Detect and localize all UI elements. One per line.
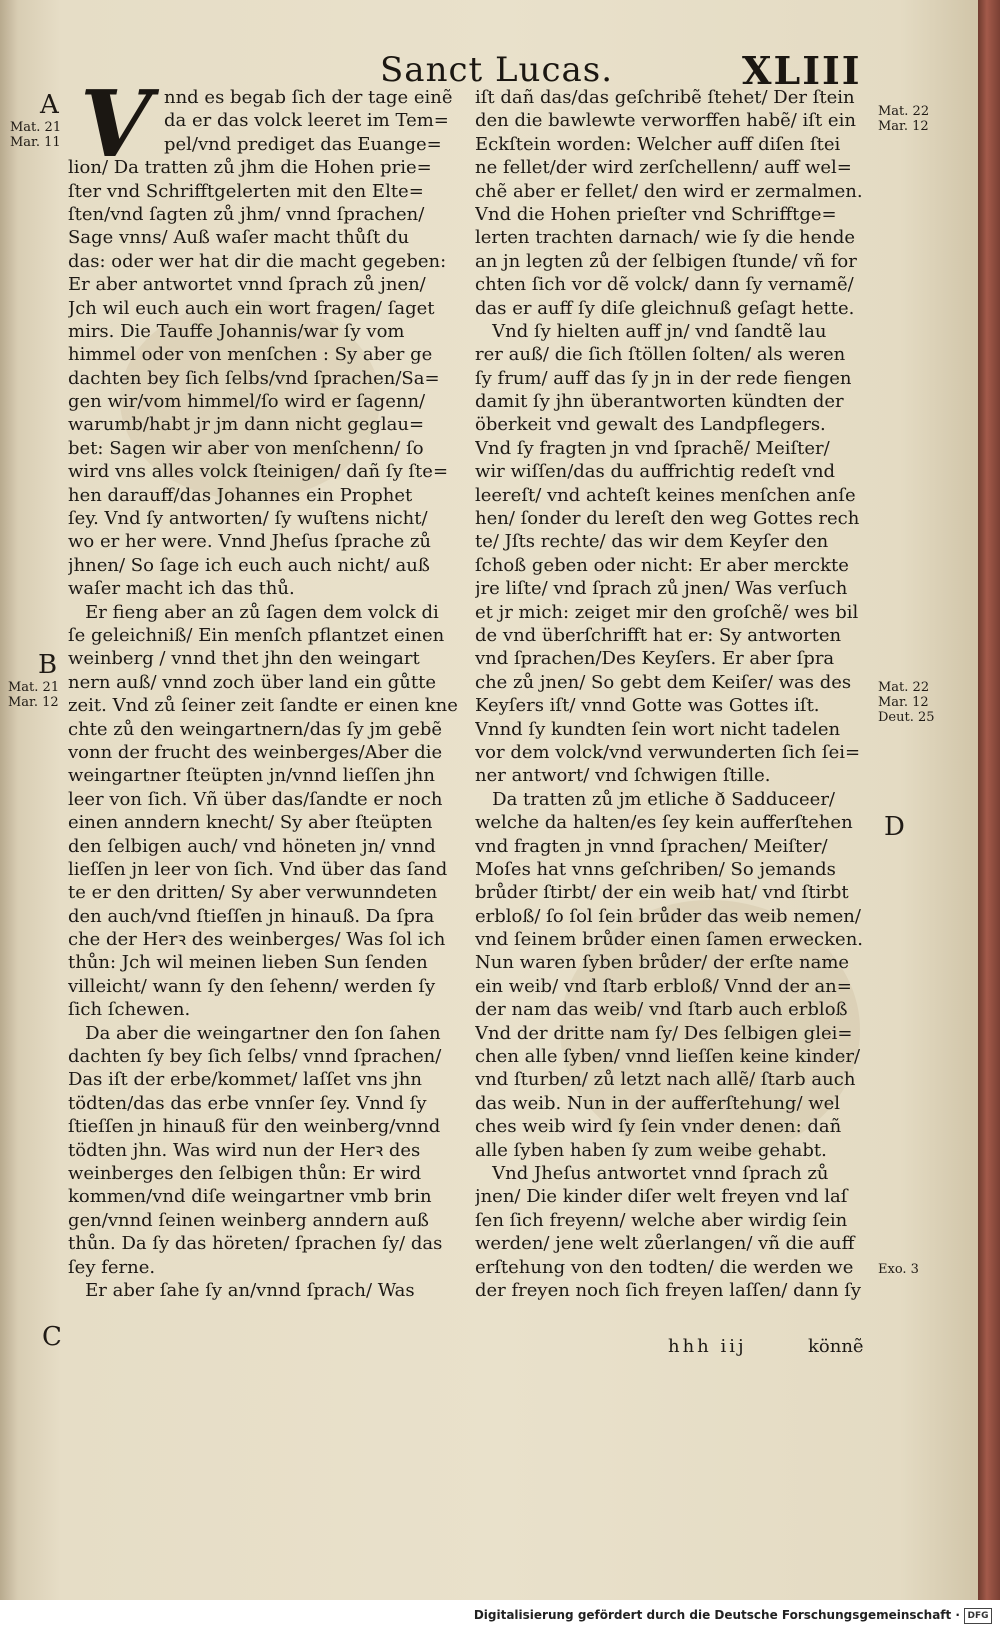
text-line: lerten trachten darnach/ wie ſy die hende [475, 227, 856, 249]
text-line: vnd ſeinem brůder einen ſamen erwecken. [475, 929, 864, 951]
text-line: vnd fragten jn vnnd ſprachen/ Meiſter/ [475, 835, 828, 857]
text-line: den ſelbigen auch/ vnd höneten jn/ vnnd [68, 835, 436, 857]
margin-reference-b: Mat. 21 Mar. 12 [8, 680, 60, 710]
text-line: mirs. Die Tauffe Johannis/war ſy vom [68, 320, 405, 342]
text-line: weinberges den ſelbigen thůn: Er wird [68, 1162, 422, 1184]
text-line: pel/vnd prediget das Euange= [164, 133, 442, 155]
text-line: dachten ſy bey ſich ſelbs/ vnnd ſprachen/ [68, 1046, 442, 1068]
text-line: ſy frum/ auff das ſy jn in der rede fiengen [475, 367, 852, 389]
text-line: erbloß/ ſo ſol ſein brůder das weib nemen/ [475, 905, 861, 927]
text-line: dachten bey ſich ſelbs/vnd ſprachen/Sa= [68, 367, 440, 389]
text-line: alle ſyben haben ſy zum weibe gehabt. [475, 1139, 827, 1161]
text-line: Vnd ſy hielten auff jn/ vnd ſandtẽ lau [475, 320, 827, 342]
margin-section-letter-a: A [40, 90, 59, 120]
text-line: vnd ſturben/ zů letzt nach allẽ/ ſtarb auch [475, 1069, 856, 1091]
text-line: che zů jnen/ So gebt dem Keiſer/ was des [475, 671, 852, 693]
text-line: werden/ jene welt zůerlangen/ vñ die auff [475, 1233, 855, 1255]
text-line: te er den dritten/ Sy aber verwunndeten [68, 882, 438, 904]
text-line: te/ Jſts rechte/ das wir dem Keyſer den [475, 531, 829, 553]
funding-credit: Digitalisierung gefördert durch die Deutsche Forschungsgemeinschaft · [473, 1608, 960, 1622]
text-line: ches weib wird ſy ſein vnder denen: dañ [475, 1116, 842, 1138]
text-line: öberkeit vnd gewalt des Landpflegers. [475, 414, 826, 436]
text-line: ein weib/ vnd ſtarb erbloß/ Vnnd der an= [475, 975, 852, 997]
margin-section-letter-b: B [38, 650, 58, 680]
text-line: leereſt/ vnd achteſt keines menſchen anſe [475, 484, 856, 506]
right-text-column [475, 86, 870, 1302]
text-line: hen darauff/das Johannes ein Prophet [68, 484, 413, 506]
text-line: Er aber antwortet vnnd ſprach zů jnen/ [68, 274, 426, 296]
running-head: Sanct Lucas. [380, 50, 614, 90]
text-line: kommen/vnd diſe weingartner vmb brin [68, 1186, 432, 1208]
text-line: chten ſich vor dẽ volck/ dann ſy vernamẽ/ [475, 274, 854, 296]
text-line: Er aber ſahe ſy an/vnnd ſprach/ Was [68, 1279, 415, 1301]
text-line: ſtieſſen jn hinauß für den weinberg/vnnd [68, 1116, 441, 1138]
text-line: nern auß/ vnnd zoch über land ein gůtte [68, 671, 436, 693]
margin-section-letter-d: D [884, 812, 905, 842]
text-line: thůn: Jch wil meinen lieben Sun ſenden [68, 952, 428, 974]
text-line: Vnd Jheſus antwortet vnnd ſprach zů [475, 1162, 829, 1184]
text-line: das er auff ſy diſe gleichnuß geſagt hette. [475, 297, 855, 319]
text-line: jre liſte/ vnd ſprach zů jnen/ Was verſuch [475, 578, 848, 600]
text-line: vor dem volck/vnd verwunderten ſich ſei= [475, 741, 861, 763]
binding-edge [978, 0, 1000, 1600]
margin-reference-right-2: Mat. 22 Mar. 12 Deut. 25 [878, 680, 935, 725]
text-line: das weib. Nun in der aufferſtehung/ wel [475, 1092, 841, 1114]
text-line: Moſes hat vnns geſchriben/ So jemands [475, 858, 836, 880]
catchword: könnẽ [808, 1336, 864, 1357]
text-line: bet: Sagen wir aber von menſchenn/ ſo [68, 437, 424, 459]
text-line: ne fellet/der wird zerſchellenn/ auff wel= [475, 157, 852, 179]
digitization-footer [0, 1600, 1000, 1636]
text-line: ſchoß geben oder nicht: Er aber merckte [475, 554, 849, 576]
margin-reference-a: Mat. 21 Mar. 11 [10, 120, 62, 150]
text-line: Jch wil euch auch ein wort fragen/ ſaget [68, 297, 435, 319]
text-line: ſich ſchewen. [68, 999, 191, 1021]
text-line: der nam das weib/ vnd ſtarb auch erbloß [475, 999, 848, 1021]
text-line: ſen ſich freyenn/ welche aber wirdig ſein [475, 1209, 848, 1231]
text-line: den die bawlewte verworffen habẽ/ iſt ein [475, 110, 856, 132]
text-line: den auch/vnd ſtieſſen jn hinauß. Da ſpra [68, 905, 435, 927]
text-line: lieſſen jn leer von ſich. Vnd über das ſand [68, 858, 448, 880]
text-line: nnd es begab ſich der tage einẽ [164, 87, 453, 108]
margin-section-letter-c: C [42, 1322, 62, 1352]
text-line: an jn legten zů der ſelbigen ſtunde/ vñ for [475, 250, 857, 272]
text-line: ſey ferne. [68, 1256, 156, 1278]
text-line: Vnnd ſy kundten ſein wort nicht tadelen [475, 718, 841, 740]
text-line: iſt dañ das/das geſchribẽ ſtehet/ Der ſtein [475, 87, 855, 108]
text-line: Das iſt der erbe/kommet/ laſſet vns jhn [68, 1069, 422, 1091]
text-line: Da tratten zů jm etliche ð Sadduceer/ [475, 788, 835, 810]
text-line: himmel oder von menſchen : Sy aber ge [68, 344, 433, 366]
text-line: chen alle ſyben/ vnnd lieſſen keine kinder/ [475, 1046, 861, 1068]
text-line: chẽ aber er fellet/ den wird er zermalmen. [475, 180, 863, 202]
margin-reference-right-1: Mat. 22 Mar. 12 [878, 104, 930, 134]
text-line: weingartner ſteüpten jn/vnnd lieſſen jhn [68, 765, 435, 787]
decorated-initial: V [80, 70, 152, 178]
text-line: ner antwort/ vnd ſchwigen ſtille. [475, 765, 771, 787]
text-line: ſter vnd Schrifftgelerten mit den Elte= [68, 180, 424, 202]
text-line: jnen/ Die kinder diſer welt freyen vnd laſ [475, 1186, 848, 1208]
text-line: ſey. Vnd ſy antworten/ ſy wuſtens nicht/ [68, 508, 428, 530]
text-line: leer von ſich. Vñ über das/ſandte er noch [68, 788, 443, 810]
text-line: warumb/habt jr jm dann nicht geglau= [68, 414, 425, 436]
folio-number: XLIII [742, 48, 862, 93]
dfg-logo: DFG [964, 1608, 992, 1624]
text-line: Sage vnns/ Auß waſer macht thůſt du [68, 227, 410, 249]
text-line: chte zů den weingartnern/das ſy jm gebẽ [68, 718, 443, 740]
text-line: das: oder wer hat dir die macht gegeben: [68, 250, 447, 272]
text-line: wird vns alles volck ſteinigen/ dañ ſy ſte= [68, 461, 449, 483]
text-line: villeicht/ wann ſy den ſehenn/ werden ſy [68, 975, 436, 997]
text-line: et jr mich: zeiget mir den groſchẽ/ wes bil [475, 601, 859, 623]
text-line: wo er her were. Vnnd Jheſus ſprache zů [68, 531, 432, 553]
text-line: damit ſy jhn überantworten kündten der [475, 391, 844, 413]
text-line: vonn der frucht des weinberges/Aber die [68, 741, 443, 763]
text-line: wir wiſſen/das du auffrichtig redeſt vnd [475, 461, 836, 483]
text-line: Er fieng aber an zů ſagen dem volck di [68, 601, 439, 623]
text-line: der freyen noch ſich freyen laſſen/ dann ſy [475, 1279, 862, 1301]
text-line: zeit. Vnd zů ſeiner zeit ſandte er einen kne [68, 695, 458, 717]
text-line: de vnd überſchrifft hat er: Sy antworten [475, 624, 842, 646]
text-line: vnd ſprachen/Des Keyſers. Er aber ſpra [475, 648, 835, 670]
text-line: che der Herꝛ des weinberges/ Was ſol ich [68, 929, 446, 951]
text-line: tödten jhn. Was wird nun der Herꝛ des [68, 1139, 421, 1161]
text-line: lion/ Da tratten zů jhm die Hohen prie= [68, 157, 432, 179]
left-text-column [68, 86, 460, 1302]
text-line: Da aber die weingartner den ſon ſahen [68, 1022, 441, 1044]
text-line: hen/ ſonder du lereſt den weg Gottes rech [475, 508, 860, 530]
text-line: einen anndern knecht/ Sy aber ſteüpten [68, 812, 433, 834]
text-line: welche da halten/es ſey kein aufferſtehen [475, 812, 853, 834]
text-line: ſten/vnd ſagten zů jhm/ vnnd ſprachen/ [68, 203, 425, 225]
text-line: da er das volck leeret im Tem= [164, 110, 449, 132]
text-line: Vnd die Hohen prieſter vnd Schrifftge= [475, 203, 837, 225]
text-line: thůn. Da ſy das höreten/ ſprachen ſy/ das [68, 1233, 443, 1255]
text-line: gen/vnnd ſeinen weinberg anndern auß [68, 1209, 429, 1231]
text-line: Keyſers iſt/ vnnd Gotte was Gottes iſt. [475, 695, 820, 717]
text-line: weinberg / vnnd thet jhn den weingart [68, 648, 420, 670]
text-line: Vnd ſy fragten jn vnd ſprachẽ/ Meiſter/ [475, 437, 830, 459]
text-line: Vnd der dritte nam ſy/ Des ſelbigen glei= [475, 1022, 853, 1044]
text-line: tödten/das das erbe vnnſer ſey. Vnnd ſy [68, 1092, 427, 1114]
text-line: rer auß/ die ſich ſtöllen ſolten/ als weren [475, 344, 846, 366]
text-line: brůder ſtirbt/ der ein weib hat/ vnd ſtirbt [475, 882, 849, 904]
text-line: waſer macht ich das thů. [68, 578, 295, 600]
text-line: erſtehung von den todten/ die werden we [475, 1256, 854, 1278]
text-line: jhnen/ So ſage ich euch auch nicht/ auß [68, 554, 430, 576]
text-line: Eckſtein worden: Welcher auff diſen ſtei [475, 133, 841, 155]
text-line: Nun waren ſyben brůder/ der erſte name [475, 952, 850, 974]
margin-reference-right-3: Exo. 3 [878, 1262, 919, 1277]
text-line: gen wir/vom himmel/ſo wird er ſagenn/ [68, 391, 426, 413]
text-line: ſe geleichniß/ Ein menſch pflantzet einen [68, 624, 445, 646]
quire-signature: hhh iij [668, 1336, 747, 1357]
